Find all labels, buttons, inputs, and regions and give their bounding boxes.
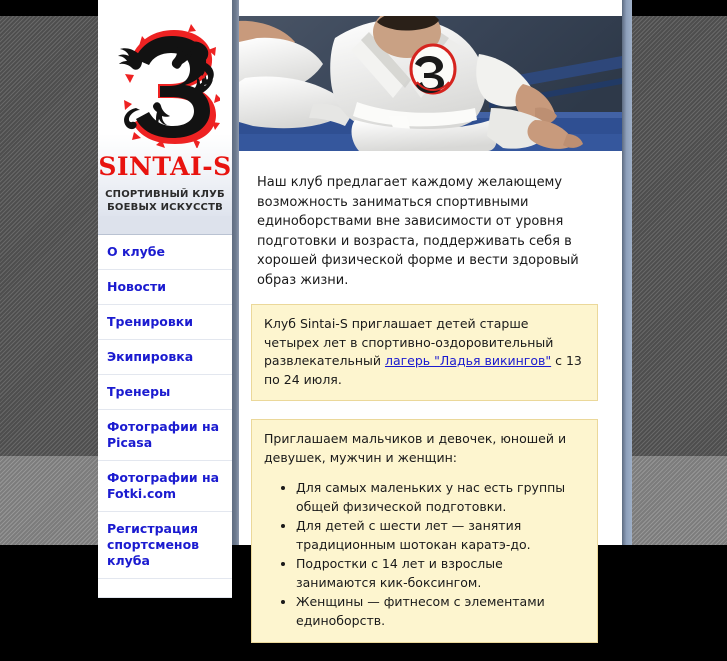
site-inner — [98, 0, 622, 628]
sidebar — [98, 0, 232, 568]
menu-top-strip — [98, 216, 232, 235]
sidebar-link-news[interactable]: Новости — [107, 279, 166, 294]
camp-note-text — [264, 315, 585, 389]
invite-heading: Приглашаем мальчиков и девочек, юношей и девушек, мужчин и женщин: — [264, 431, 567, 465]
tagline-line-2: БОЕВЫХ ИСКУССТВ — [107, 202, 223, 213]
sidebar-link-trainings[interactable]: Тренировки — [107, 314, 194, 329]
list-item: • Женщины — фитнесом с элементами единоборств. — [296, 593, 585, 630]
sidebar-link-photos-picasa[interactable]: Фотографии на Picasa — [107, 419, 220, 450]
sidebar-item-equipment[interactable] — [98, 340, 232, 375]
site-right-shadow — [622, 0, 632, 545]
tagline-line-1: СПОРТИВНЫЙ КЛУБ — [105, 189, 225, 200]
camp-link[interactable]: лагерь "Ладья викингов" — [384, 353, 552, 368]
sidebar-link-photos-fotki[interactable]: Фотографии на Fotki.com — [107, 470, 220, 501]
list-item: • Подростки с 14 лет и взрослые занимаются кик-боксингом. — [296, 555, 585, 592]
sidebar-item-about[interactable] — [98, 235, 232, 270]
sidebar-item-trainings[interactable] — [98, 305, 232, 340]
brand-tagline — [98, 188, 232, 214]
camp-note-box — [251, 304, 598, 401]
sidebar-link-registration[interactable]: Регистрация спортсменов клуба — [107, 521, 200, 568]
sidebar-item-news[interactable] — [98, 270, 232, 305]
list-item: • Для самых маленьких у нас есть группы общей физической подготовки. — [296, 479, 585, 516]
dragon-s-logo-icon — [112, 22, 220, 148]
sidebar-item-photos-fotki[interactable] — [98, 461, 232, 512]
sidebar-nav — [98, 235, 232, 598]
sidebar-link-next-partial[interactable] — [98, 579, 232, 597]
invite-list — [264, 479, 585, 630]
sidebar-item-photos-picasa[interactable] — [98, 410, 232, 461]
sidebar-link-coaches[interactable]: Тренеры — [107, 384, 171, 399]
camp-note-text-before: Клуб Sintai-S приглашает детей старше четырех лет в спортивно-оздоровительный развлекательный — [264, 316, 554, 368]
sidebar-item-next-partial[interactable] — [98, 579, 232, 598]
column-divider — [232, 0, 239, 545]
sidebar-item-registration[interactable] — [98, 512, 232, 579]
list-item: • Для детей с шести лет — занятия традиционным шотокан каратэ-до. — [296, 517, 585, 554]
hero-photo — [239, 16, 622, 151]
sidebar-link-about[interactable]: О клубе — [107, 244, 165, 259]
intro-paragraph: Наш клуб предлагает каждому желающему возможность заниматься спортивными единоборствами вне зависимости от уровня подготовки и возраста, поддерживать себя в хорошей физической форме и вести здоровый образ жизни. — [257, 175, 579, 288]
main-column — [239, 0, 622, 628]
main-content — [239, 151, 622, 661]
site-wrapper — [98, 0, 632, 628]
sidebar-item-coaches[interactable] — [98, 375, 232, 410]
sidebar-link-equipment[interactable]: Экипировка — [107, 349, 194, 364]
invite-note-box — [251, 419, 598, 643]
camp-note-text-after: с 13 по 24 июля. — [264, 353, 582, 387]
brand-title: SINTAI-S — [98, 152, 232, 181]
logo-panel — [98, 0, 232, 216]
